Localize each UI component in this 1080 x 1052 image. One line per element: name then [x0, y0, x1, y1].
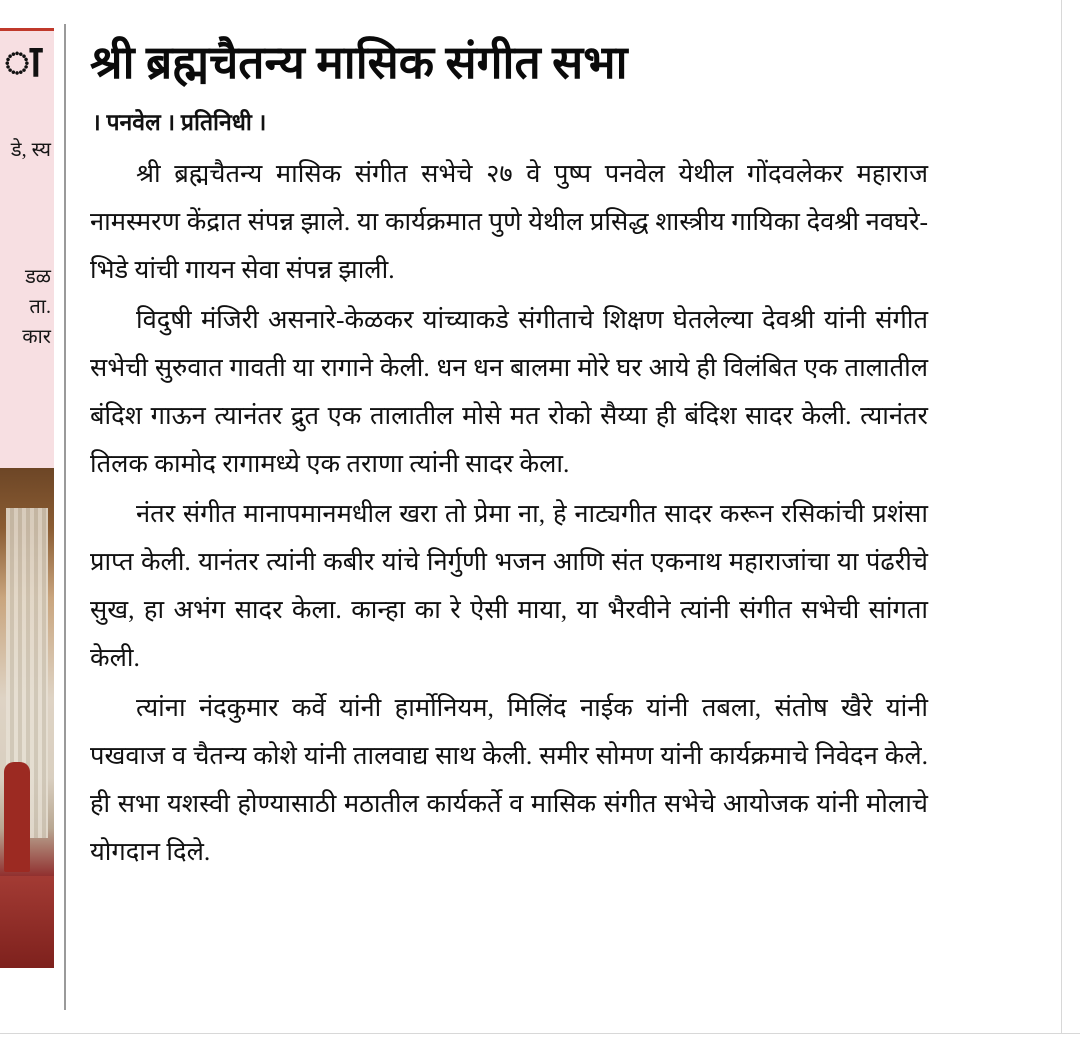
article-paragraph: नंतर संगीत मानापमानमधील खरा तो प्रेमा ना, हे नाट्यगीत सादर करून रसिकांची प्रशंसा प्राप्त केली. यानंतर त्यांनी कबीर यांचे निर्गुणी भजन आणि संत एकनाथ महाराजांचा या पंढरीचे सुख, हा अभंग सादर केला. कान्हा का रे ऐसी माया, या भैरवीने त्यांनी संगीत सभेची सांगता केली. — [90, 499, 928, 672]
page-bottom-margin — [0, 1033, 1080, 1052]
adjacent-column — [0, 0, 62, 1010]
photo-performer — [4, 762, 30, 872]
article-body — [90, 30, 928, 876]
page-right-margin — [1061, 0, 1080, 1052]
photo-stage — [0, 876, 54, 968]
article-paragraph: त्यांना नंदकुमार कर्वे यांनी हार्मोनियम, मिलिंद नाईक यांनी तबला, संतोष खैरे यांनी पखवाज व चैतन्य कोशे यांनी तालवाद्य साथ केली. समीर सोमण यांनी कार्यक्रमाचे निवेदन केले. ही सभा यशस्वी होण्यासाठी मठातील कार्यकर्ते व मासिक संगीत सभेचे आयोजक यांनी मोलाचे योगदान दिले. — [90, 693, 928, 866]
adjacent-column-tint-band — [0, 28, 54, 473]
article-paragraph: श्री ब्रह्मचैतन्य मासिक संगीत सभेचे २७ वे पुष्प पनवेल येथील गोंदवलेकर महाराज नामस्मरण केंद्रात संपन्न झाले. या कार्यक्रमात पुणे येथील प्रसिद्ध शास्त्रीय गायिका देवश्री नवघरे- भिडे यांची गायन सेवा संपन्न झाली. — [90, 159, 928, 284]
adjacent-text-fragment-2: डळ ता. कार — [22, 266, 51, 348]
column-divider-rule — [64, 24, 66, 1010]
adjacent-headline-fragment: ा — [4, 37, 41, 86]
article-dateline: । पनवेल । प्रतिनिधी । — [92, 110, 267, 135]
adjacent-column-photo — [0, 468, 54, 968]
article-paragraph: विदुषी मंजिरी असनारे-केळकर यांच्याकडे संगीताचे शिक्षण घेतलेल्या देवश्री यांनी संगीत सभेची सुरुवात गावती या रागाने केली. धन धन बालमा मोरे घर आये ही विलंबित एक तालातील बंदिश गाऊन त्यानंतर द्रुत एक तालातील मोसे मत रोको सैय्या ही बंदिश सादर केली. त्यानंतर तिलक कामोद रागामध्ये एक तराणा त्यांनी सादर केला. — [90, 305, 928, 478]
adjacent-text-fragment-1: डे, स्य — [10, 139, 51, 161]
article-headline: श्री ब्रह्मचैतन्य मासिक संगीत सभा — [90, 37, 628, 88]
